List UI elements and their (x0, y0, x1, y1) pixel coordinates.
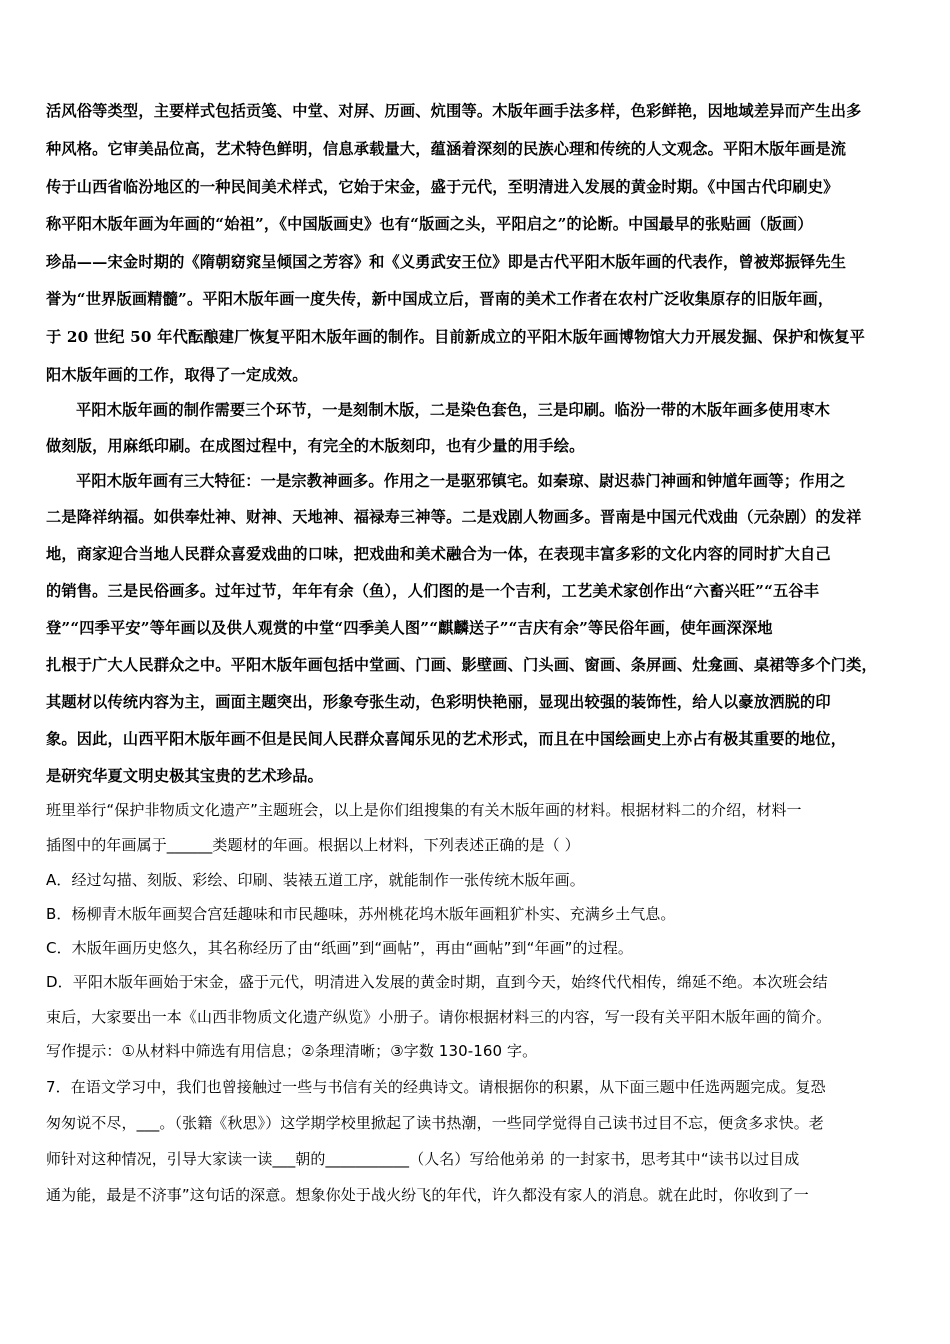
material-line: 于 20 世纪 50 年代酝酿建厂恢复平阳木版年画的制作。目前新成立的平阳木版年画博物馆大力开展发掘、保护和恢复平 (46, 328, 866, 346)
option-a: A．经过勾描、刻版、彩绘、印刷、装裱五道工序，就能制作一张传统木版年画。 (46, 871, 585, 889)
material-line: 是研究华夏文明史极其宝贵的艺术珍品。 (46, 767, 323, 785)
material-line: 做刻版，用麻纸印刷。在成图过程中，有完全的木版刻印，也有少量的用手绘。 (46, 437, 585, 455)
question-stem: 插图中的年画属于______类题材的年画。根据以上材料，下列表述正确的是（ ） (46, 836, 580, 854)
material-line: 其题材以传统内容为主，画面主题突出，形象夸张生动，色彩明快艳丽，显现出较强的装饰性，给人以豪放洒脱的印 (46, 693, 831, 711)
option-d: D．平阳木版年画始于宋金，盛于元代，明清进入发展的黄金时期，直到今天，始终代代相传，绵延不绝。本次班会结 (46, 973, 828, 991)
material-line: 传于山西省临汾地区的一种民间美术样式，它始于宋金，盛于元代，至明清进入发展的黄金时期。《中国古代印刷史》 (46, 178, 839, 196)
option-b: B．杨柳青木版年画契合宫廷趣味和市民趣味，苏州桃花坞木版年画粗犷朴实、充满乡土气息。 (46, 905, 676, 923)
material-line: 象。因此，山西平阳木版年画不但是民间人民群众喜闻乐见的艺术形式，而且在中国绘画史上亦占有极其重要的地位， (46, 730, 847, 748)
material-line: 登”“四季平安”等年画以及供人观赏的中堂“四季美人图”“麒麟送子”“吉庆有余”等民俗年画，使年画深深地 (46, 619, 773, 637)
material-line: 种风格。它审美品位高，艺术特色鲜明，信息承载量大，蕴涵着深刻的民族心理和传统的人文观念。平阳木版年画是流 (46, 140, 847, 158)
material-line: 誉为“世界版画精髓”。平阳木版年画一度失传，新中国成立后，晋南的美术工作者在农村广泛收集原存的旧版年画， (46, 290, 834, 308)
material-line: 阳木版年画的工作，取得了一定成效。 (46, 366, 308, 384)
material-line: 扎根于广大人民群众之中。平阳木版年画包括中堂画、门画、影壁画、门头画、窗画、条屏画、灶龛画、桌裙等多个门类， (46, 656, 877, 674)
material-paragraph-start: 平阳木版年画有三大特征：一是宗教神画多。作用之一是驱邪镇宅。如秦琼、尉迟恭门神画和钟馗年画等；作用之 (76, 472, 846, 490)
material-line: 称平阳木版年画为年画的“始祖”，《中国版画史》也有“版画之头，平阳启之”的论断。中国最早的张贴画（版画） (46, 215, 813, 233)
material-line: 二是降祥纳福。如供奉灶神、财神、天地神、福禄寿三神等。二是戏剧人物画多。晋南是中国元代戏曲（元杂剧）的发祥 (46, 508, 862, 526)
question-7-line: 通为能，最是不济事”这句话的深意。想象你处于战火纷飞的年代，许久都没有家人的消息。就在此时，你收到了一 (46, 1186, 809, 1204)
writing-hint: 写作提示：①从材料中筛选有用信息；②条理清晰；③字数 130-160 字。 (46, 1042, 538, 1060)
material-line: 的销售。三是民俗画多。过年过节，年年有余（鱼），人们图的是一个吉利，工艺美术家创作出“六畜兴旺”“五谷丰 (46, 582, 820, 600)
material-line: 地，商家迎合当地人民群众喜爱戏曲的口味，把戏曲和美术融合为一体，在表现丰富多彩的文化内容的同时扩大自己 (46, 545, 831, 563)
question-7-line: 匆匆说不尽，___。（张籍《秋思》）这学期学校里掀起了读书热潮，一些同学觉得自己读书过目不忘，便贪多求快。老 (46, 1114, 824, 1132)
option-c: C．木版年画历史悠久，其名称经历了由“纸画”到“画帖”，再由“画帖”到“年画”的过程。 (46, 939, 633, 957)
question-7-stem: 7．在语文学习中，我们也曾接触过一些与书信有关的经典诗文。请根据你的积累，从下面三题中任选两题完成。复恐 (46, 1078, 826, 1096)
question-7-line: 师针对这种情况，引导大家读一读___朝的___________（人名）写给他弟弟 的一封家书，思考其中“读书以过目成 (46, 1150, 800, 1168)
question-stem: 班里举行“保护非物质文化遗产”主题班会，以上是你们组搜集的有关木版年画的材料。根据材料二的介绍，材料一 (46, 801, 802, 819)
material-line: 活风俗等类型，主要样式包括贡笺、中堂、对屏、历画、炕围等。木版年画手法多样，色彩鲜艳，因地域差异而产生出多 (46, 102, 862, 120)
material-line: 珍品——宋金时期的《隋朝窈窕呈倾国之芳容》和《义勇武安王位》即是古代平阳木版年画的代表作，曾被郑振铎先生 (46, 253, 847, 271)
material-paragraph-start: 平阳木版年画的制作需要三个环节，一是刻制木版，二是染色套色，三是印刷。临汾一带的木版年画多使用枣木 (76, 401, 830, 419)
writing-task: 束后，大家要出一本《山西非物质文化遗产纵览》小册子。请你根据材料三的内容，写一段有关平阳木版年画的简介。 (46, 1008, 832, 1026)
